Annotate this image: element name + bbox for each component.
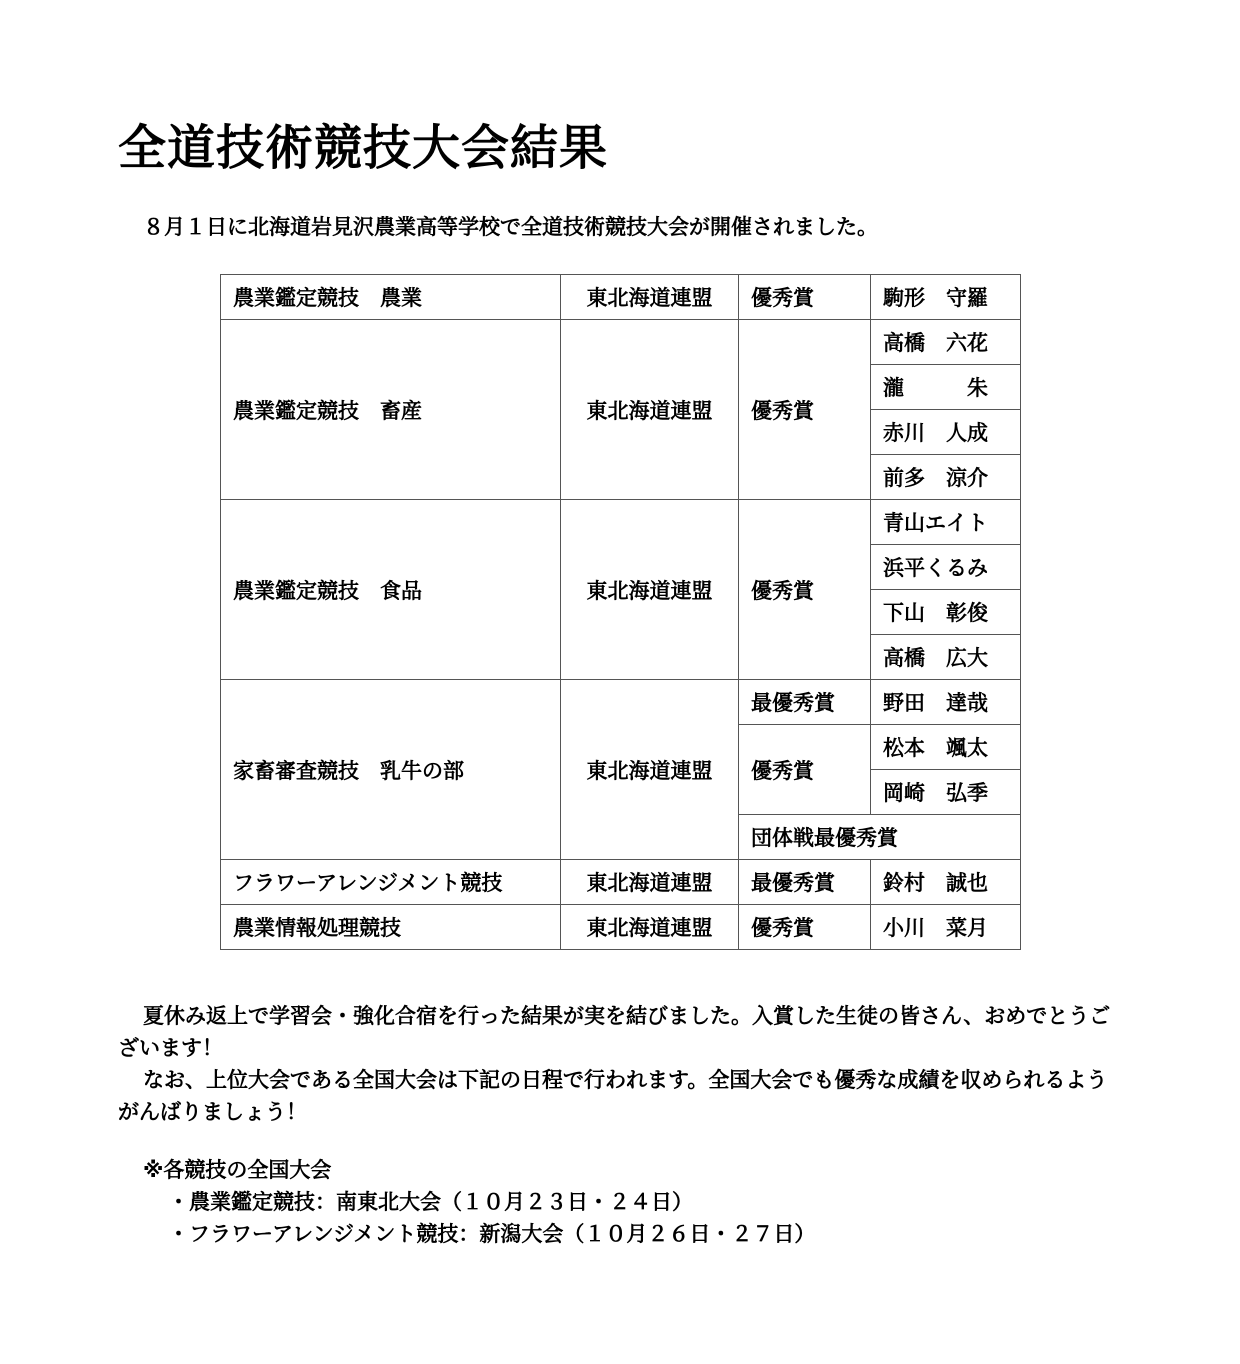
org-cell: 東北海道連盟: [561, 320, 739, 500]
org-cell: 東北海道連盟: [561, 275, 739, 320]
intro-text: ８月１日に北海道岩見沢農業高等学校で全道技術競技大会が開催されました。: [143, 215, 878, 239]
org-cell: 東北海道連盟: [561, 680, 739, 860]
national-note-text: なお、上位大会である全国大会は下記の日程で行われます。全国大会でも優秀な成績を収められるようがんばりましょう！: [118, 1068, 1108, 1124]
name-cell: 瀧 朱: [871, 365, 1021, 410]
national-note-paragraph: [118, 1064, 1128, 1128]
name-cell: 小川 菜月: [871, 905, 1021, 950]
name-cell: 浜平くるみ: [871, 545, 1021, 590]
table-row: [221, 275, 1021, 320]
table-row: [221, 905, 1021, 950]
award-cell: 最優秀賞: [739, 860, 871, 905]
event-cell: 農業情報処理競技: [221, 905, 561, 950]
event-cell: 農業鑑定競技 食品: [221, 500, 561, 680]
award-cell: 最優秀賞: [739, 680, 871, 725]
page-title: 全道技術競技大会結果: [118, 120, 609, 176]
table-row: [221, 320, 1021, 365]
name-cell: 高橋 広大: [871, 635, 1021, 680]
award-cell: 優秀賞: [739, 500, 871, 680]
name-cell: 野田 達哉: [871, 680, 1021, 725]
name-cell: 高橋 六花: [871, 320, 1021, 365]
team-award-cell: 団体戦最優秀賞: [739, 815, 1021, 860]
national-heading: ※各競技の全国大会: [143, 1158, 332, 1182]
table-row: [221, 500, 1021, 545]
award-cell: 優秀賞: [739, 905, 871, 950]
org-cell: 東北海道連盟: [561, 500, 739, 680]
award-cell: 優秀賞: [739, 275, 871, 320]
org-cell: 東北海道連盟: [561, 860, 739, 905]
results-table: [220, 274, 1021, 950]
name-cell: 前多 涼介: [871, 455, 1021, 500]
congrats-text: 夏休み返上で学習会・強化合宿を行った結果が実を結びました。入賞した生徒の皆さん、おめでとうございます！: [118, 1004, 1111, 1060]
congrats-paragraph: [118, 1000, 1128, 1064]
national-item: ・農業鑑定競技：南東北大会（１０月２３日・２４日）: [168, 1190, 693, 1214]
event-cell: フラワーアレンジメント競技: [221, 860, 561, 905]
name-cell: 青山エイト: [871, 500, 1021, 545]
table-row: [221, 680, 1021, 725]
name-cell: 下山 彰俊: [871, 590, 1021, 635]
event-cell: 農業鑑定競技 畜産: [221, 320, 561, 500]
name-cell: 赤川 人成: [871, 410, 1021, 455]
org-cell: 東北海道連盟: [561, 905, 739, 950]
name-cell: 鈴村 誠也: [871, 860, 1021, 905]
event-cell: 農業鑑定競技 農業: [221, 275, 561, 320]
table-row: [221, 860, 1021, 905]
name-cell: 駒形 守羅: [871, 275, 1021, 320]
national-item: ・フラワーアレンジメント競技：新潟大会（１０月２６日・２７日）: [168, 1222, 816, 1246]
name-cell: 岡崎 弘季: [871, 770, 1021, 815]
event-cell: 家畜審査競技 乳牛の部: [221, 680, 561, 860]
name-cell: 松本 颯太: [871, 725, 1021, 770]
award-cell: 優秀賞: [739, 725, 871, 815]
award-cell: 優秀賞: [739, 320, 871, 500]
